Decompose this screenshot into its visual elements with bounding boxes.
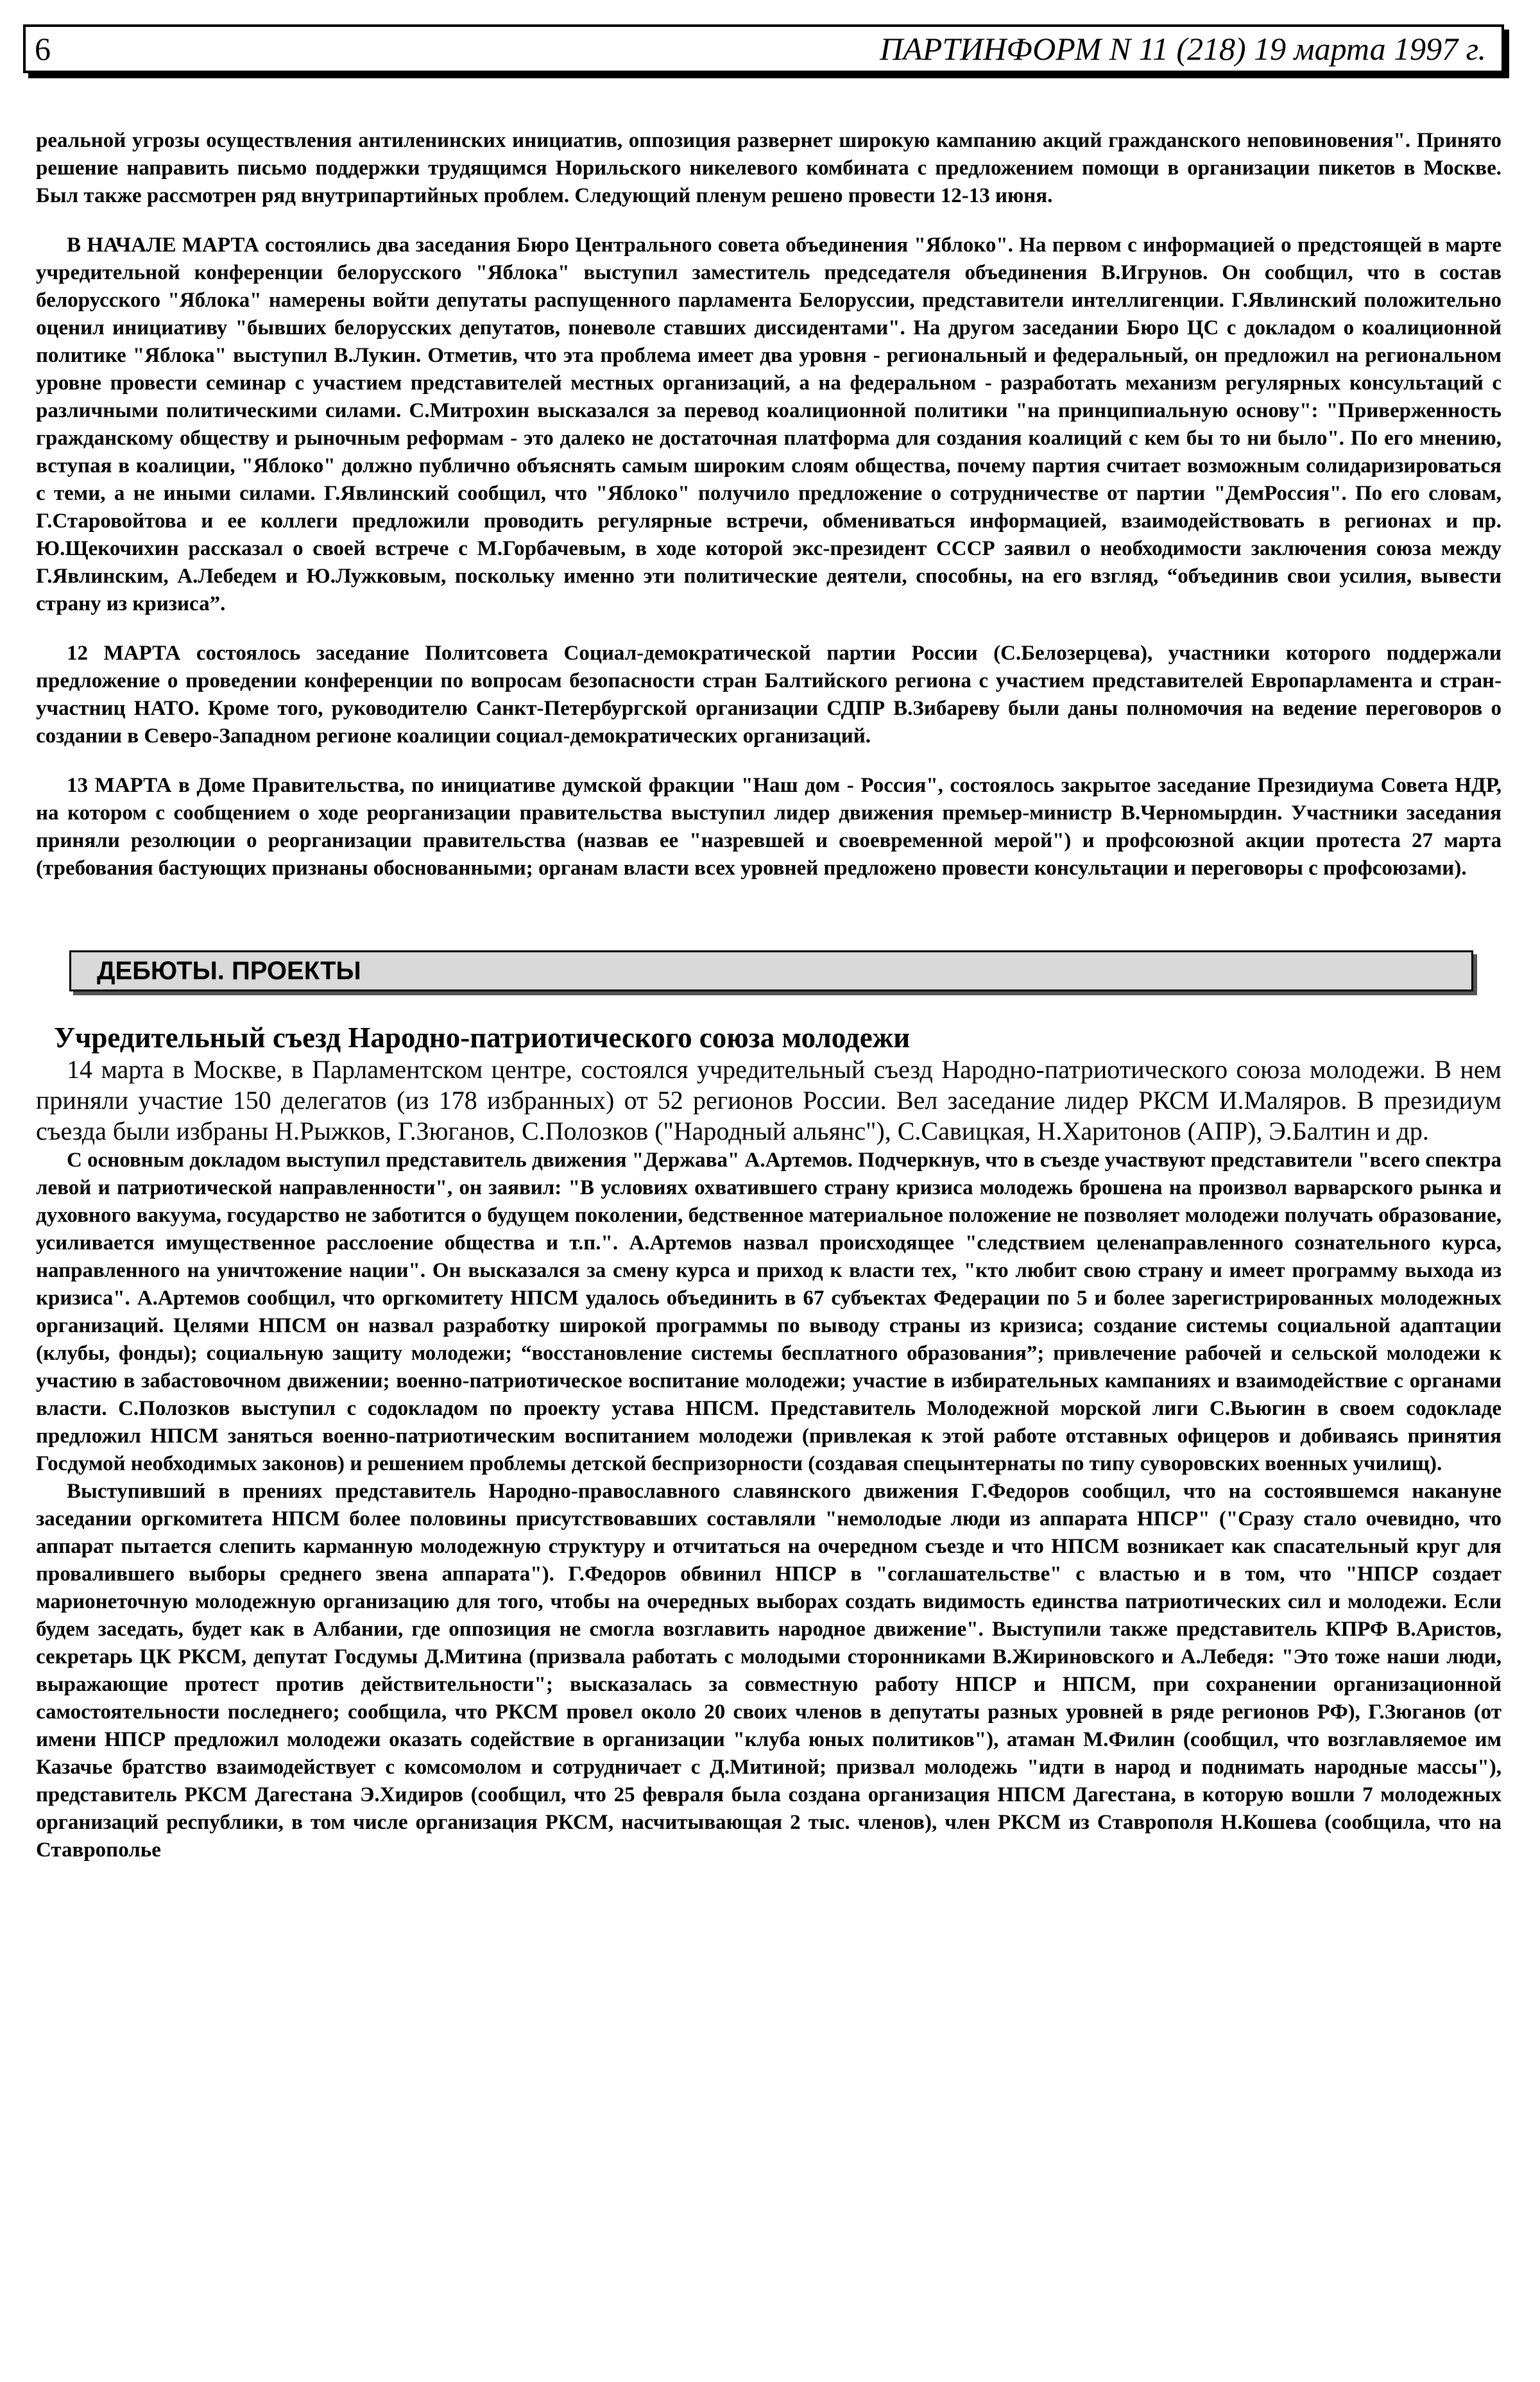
- article-title: Учредительный съезд Народно-патриотического союза молодежи: [54, 1022, 911, 1054]
- article-body-paragraph: Выступивший в прениях представитель Народно-православного славянского движения Г.Федоров сообщил, что на состоявшемся накануне заседании оргкомитета НПСМ более половины присутствовавших составляли "немолодые люди из аппарата НПСР" ("Сразу стало очевидно, что аппарат пытается слепить карманную молодежную структуру и отчитаться на очередном съезде и что НПСМ возникает как спасательный круг для провалившего выборы среднего звена аппарата"). Г.Федоров обвинил НПСР в "соглашательстве" с властью и в том, что "НПСР создает марионеточную молодежную организацию для того, чтобы на очередных выборах создать видимость единства патриотических сил и молодежи. Если будем заседать, будет как в Албании, где оппозиция не смогла возглавить народное движение". Выступили также представитель КПРФ В.Аристов, секретарь ЦК РКСМ, депутат Госдумы Д.Митина (призвала работать с молодыми сторонниками В.Жириновского и А.Лебедя: "Это тоже наши люди, выражающие протест против действительности"; высказалась за совместную работу НПСР и НПСМ, при сохранении организационной самостоятельности последнего; сообщила, что РКСМ провел около 20 своих членов в депутаты разных уровней в ряде регионов РФ), Г.Зюганов (от имени НПСР предложил молодежи оказать содействие в организации "клуба юных политиков"), атаман М.Филин (сообщил, что возглавляемое им Казачье братство взаимодействует с комсомолом и сотрудничает с Д.Митиной; призвал молодежь "идти в народ и поднимать народные массы"), представитель РКСМ Дагестана Э.Хидиров (сообщил, что 25 февраля была создана организация НПСМ Дагестана, в которую вошли 7 молодежных организаций республики, в том числе организация РКСМ, насчитывающая 2 тыс. членов), член РКСМ из Ставрополя Н.Кошева (сообщила, что на Ставрополье: [36, 1480, 1502, 1862]
- article-body-paragraph: С основным докладом выступил представитель движения "Держава" А.Артемов. Подчеркнув, что в съезде участвуют представители "всего спектра левой и патриотической направленности", он заявил: "В условиях охватившего страну кризиса молодежь брошена на произвол варварского рынка и духовного вакуума, государство не заботится о будущем поколении, бедственное материальное положение не позволяет молодежи получать образование, усиливается имущественное расслоение общества и т.п.". А.Артемов назвал происходящее "следствием целенаправленного сознательного курса, направленного на уничтожение нации". Он высказался за смену курса и приход к власти тех, "кто любит свою страну и имеет программу выхода из кризиса". А.Артемов сообщил, что оргкомитету НПСМ удалось объединить в 67 субъектах Федерации по 5 и более зарегистрированных молодежных организаций. Целями НПСМ он назвал разработку широкой программы по выводу страны из кризиса; создание системы социальной адаптации (клубы, фонды); социальную защиту молодежи; “восстановление системы бесплатного образования”; привлечение рабочей и сельской молодежи к участию в забастовочном движении; военно-патриотическое воспитание молодежи; участие в избирательных кампаниях и взаимодействие с органами власти. С.Полозков выступил с содокладом по проекту устава НПСМ. Представитель Молодежной морской лиги С.Вьюгин в своем содокладе предложил НПСМ заняться военно-патриотическим воспитанием молодежи (привлекая к этой работе отставных офицеров и добиваясь принятия Госдумой необходимых законов) и решением проблемы детской беспризорности (создавая спецынтернаты по типу суворовских военных училищ).: [36, 1149, 1502, 1475]
- page-header: [23, 24, 1504, 73]
- section-heading-bar: [69, 950, 1473, 991]
- section-heading: ДЕБЮТЫ. ПРОЕКТЫ: [97, 957, 361, 985]
- page-number: 6: [35, 31, 51, 67]
- paragraph-yabloko: В НАЧАЛЕ МАРТА состоялись два заседания Бюро Центрального совета объединения "Яблоко". На первом с информацией о предстоящей в марте учредительной конференции белорусского "Яблока" выступил заместитель председателя объединения В.Игрунов. Он сообщил, что в состав белорусского "Яблока" намерены войти депутаты распущенного парламента Белоруссии, представители интеллигенции. Г.Явлинский положительно оценил инициативу "бывших белорусских депутатов, поневоле ставших диссидентами". На другом заседании Бюро ЦС с докладом о коалиционной политике "Яблока" выступил В.Лукин. Отметив, что эта проблема имеет два уровня - региональный и федеральный, он предложил на региональном уровне провести семинар с участием представителей местных организаций, а на федеральном - разработать механизм регулярных консультаций с различными политическими силами. С.Митрохин высказался за перевод коалиционной политики "на принципиальную основу": "Приверженность гражданскому обществу и рыночным реформам - это далеко не достаточная платформа для создания коалиций с кем бы то ни было". По его мнению, вступая в коалиции, "Яблоко" должно публично объяснять самым широким слоям общества, почему партия считает возможным солидаризироваться с теми, а не иными силами. Г.Явлинский сообщил, что "Яблоко" получило предложение о сотрудничестве от партии "ДемРоссия". По его словам, Г.Старовойтова и ее коллеги предложили проводить регулярные встречи, обмениваться информацией, взаимодействовать в регионах и пр. Ю.Щекочихин рассказал о своей встрече с М.Горбачевым, в ходе которой экс-президент СССР заявил о необходимости заключения союза между Г.Явлинским, А.Лебедем и Ю.Лужковым, поскольку именно эти политические деятели, способны, на его взгляд, “объединив свои усилия, вывести страну из кризиса”.: [36, 234, 1502, 615]
- issue-info: ПАРТИНФОРМ N 11 (218) 19 марта 1997 г.: [880, 31, 1486, 67]
- article-lead: 14 марта в Москве, в Парламентском центре, состоялся учредительный съезд Народно-патриотического союза молодежи. В нем приняли участие 150 делегатов (из 178 избранных) от 52 регионов России. Вел заседание лидер РКСМ И.Маляров. В президиум съезда были избраны Н.Рыжков, Г.Зюганов, С.Полозков ("Народный альянс"), С.Савицкая, Н.Харитонов (АПР), Э.Балтин и др.: [36, 1055, 1502, 1145]
- page-content: [36, 127, 1502, 1864]
- paragraph-continuation: реальной угрозы осуществления антиленинских инициатив, оппозиция развернет широкую кампанию акций гражданского неповиновения". Принято решение направить письмо поддержки трудящимся Норильского никелевого комбината с предложением помощи в организации пикетов в Москве. Был также рассмотрен ряд внутрипартийных проблем. Следующий пленум решено провести 12-13 июня.: [36, 129, 1502, 207]
- paragraph-sdpr: 12 МАРТА состоялось заседание Политсовета Социал-демократической партии России (С.Белозерцева), участники которого поддержали предложение о проведении конференции по вопросам безопасности стран Балтийского региона с участием представителей Европарламента и стран-участниц НАТО. Кроме того, руководителю Санкт-Петербургской организации СДПР В.Зибареву были даны полномочия на ведение переговоров о создании в Северо-Западном регионе коалиции социал-демократических организаций.: [36, 642, 1502, 748]
- paragraph-ndr: 13 МАРТА в Доме Правительства, по инициативе думской фракции "Наш дом - Россия", состоялось закрытое заседание Президиума Совета НДР, на котором с сообщением о ходе реорганизации правительства выступил лидер движения премьер-министр В.Черномырдин. Участники заседания приняли резолюции о реорганизации правительства (назвав ее "назревшей и своевременной мерой") и профсоюзной акции протеста 27 марта (требования бастующих признаны обоснованными; органам власти всех уровней предложено провести консультации и переговоры с профсоюзами).: [36, 774, 1502, 880]
